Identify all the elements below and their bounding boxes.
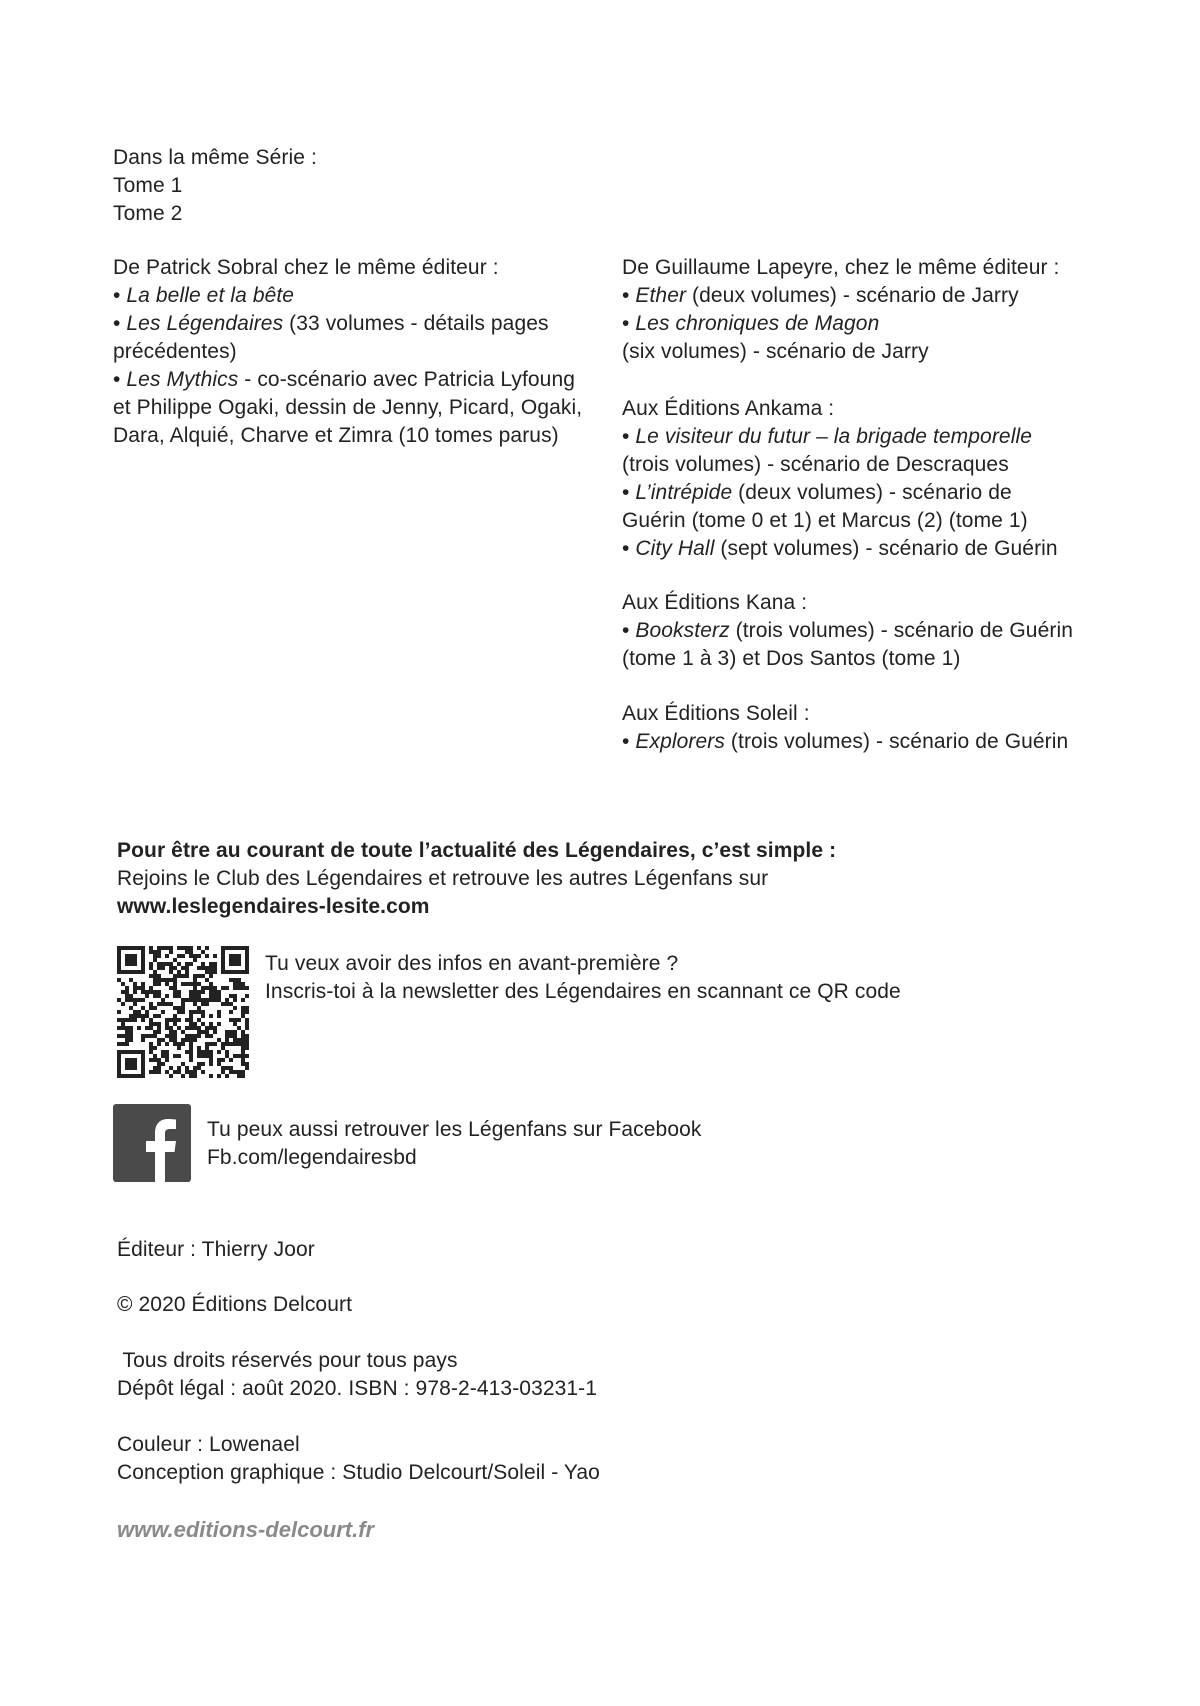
- kana-item-1-detail: (trois volumes) - scénario de Guérin: [729, 619, 1073, 642]
- series-item-tome-1: Tome 1: [113, 174, 183, 197]
- sobral-item-3-detail: - co-scénario avec Patricia Lyfoung et Philippe Ogaki, dessin de Jenny, Picard, Ogaki, Dara, Alquié, Charve et Zimra (10 tomes parus): [113, 368, 583, 447]
- kana-item-1-detail-2: (tome 1 à 3) et Dos Santos (tome 1): [622, 647, 961, 670]
- qr-caption: [265, 950, 901, 1006]
- lapeyre-item-1-title: Ether: [635, 284, 687, 307]
- sobral-item-2-detail: (33 volumes - détails pages précédentes): [113, 312, 549, 363]
- facebook-link[interactable]: Fb.com/legendairesbd: [207, 1146, 417, 1169]
- ankama-item-1-title: Le visiteur du futur – la brigade temporelle: [635, 425, 1033, 448]
- facebook-caption: [207, 1116, 702, 1172]
- editor-credit: Éditeur : Thierry Joor: [117, 1238, 315, 1261]
- ankama-item-2-detail-2: Guérin (tome 0 et 1) et Marcus (2) (tome 1): [622, 509, 1028, 532]
- ankama-bibliography: [622, 395, 1058, 563]
- legal-deposit-line: Dépôt légal : août 2020. ISBN : 978-2-413-03231-1: [117, 1377, 598, 1400]
- soleil-heading: Aux Éditions Soleil :: [622, 702, 810, 725]
- design-credit: Conception graphique : Studio Delcourt/Soleil - Yao: [117, 1461, 600, 1484]
- sobral-item-3: • Les Mythics - co-scénario avec Patricia Lyfoung et Philippe Ogaki, dessin de Jenny, Picard, Ogaki, Dara, Alquié, Charve et Zimra (10 tomes parus): [113, 368, 583, 447]
- ankama-heading: Aux Éditions Ankama :: [622, 397, 835, 420]
- soleil-item-1-detail: (trois volumes) - scénario de Guérin: [725, 730, 1069, 753]
- kana-item-1-title: Booksterz: [635, 619, 730, 642]
- lapeyre-item-1-detail: (deux volumes) - scénario de Jarry: [686, 284, 1019, 307]
- lapeyre-item-2: • Les chroniques de Magon: [622, 312, 880, 335]
- qr-caption-line-2: Inscris-toi à la newsletter des Légendaires en scannant ce QR code: [265, 980, 901, 1003]
- production-credits: [117, 1431, 600, 1487]
- club-website-link[interactable]: www.leslegendaires-lesite.com: [117, 895, 430, 918]
- lapeyre-item-2-detail: (six volumes) - scénario de Jarry: [622, 340, 929, 363]
- ankama-item-3-detail: (sept volumes) - scénario de Guérin: [714, 537, 1058, 560]
- rights-notice: [117, 1347, 597, 1403]
- series-list: [113, 144, 317, 228]
- qr-caption-line-1: Tu veux avoir des infos en avant-première ?: [265, 952, 679, 975]
- club-headline: Pour être au courant de toute l’actualité des Légendaires, c’est simple :: [117, 839, 837, 862]
- facebook-caption-line-1: Tu peux aussi retrouver les Légenfans sur Facebook: [207, 1118, 702, 1141]
- lapeyre-bibliography: [622, 254, 1059, 366]
- kana-heading: Aux Éditions Kana :: [622, 591, 808, 614]
- kana-bibliography: [622, 589, 1073, 673]
- ankama-item-3: • City Hall (sept volumes) - scénario de Guérin: [622, 537, 1058, 560]
- ankama-item-3-title: City Hall: [635, 537, 715, 560]
- rights-line: Tous droits réservés pour tous pays: [117, 1349, 458, 1372]
- soleil-bibliography: [622, 700, 1068, 756]
- club-info: [117, 837, 836, 921]
- sobral-heading: De Patrick Sobral chez le même éditeur :: [113, 256, 499, 279]
- kana-item-1: • Booksterz (trois volumes) - scénario de Guérin: [622, 619, 1073, 642]
- ankama-item-2: • L’intrépide (deux volumes) - scénario de: [622, 481, 1012, 504]
- qr-code-icon: [117, 946, 249, 1078]
- ankama-item-1-detail: (trois volumes) - scénario de Descraques: [622, 453, 1009, 476]
- sobral-item-3-title: Les Mythics: [126, 368, 239, 391]
- color-credit: Couleur : Lowenael: [117, 1433, 300, 1456]
- series-heading: Dans la même Série :: [113, 146, 317, 169]
- ankama-item-2-title: L’intrépide: [635, 481, 733, 504]
- sobral-item-2-title: Les Légendaires: [126, 312, 284, 335]
- publisher-website-link[interactable]: www.editions-delcourt.fr: [117, 1517, 375, 1542]
- series-item-tome-2: Tome 2: [113, 202, 183, 225]
- lapeyre-heading: De Guillaume Lapeyre, chez le même éditeur :: [622, 256, 1060, 279]
- ankama-item-2-detail: (deux volumes) - scénario de: [732, 481, 1012, 504]
- sobral-item-2: • Les Légendaires (33 volumes - détails pages précédentes): [113, 312, 549, 363]
- lapeyre-item-1: • Ether (deux volumes) - scénario de Jarry: [622, 284, 1019, 307]
- ankama-item-1: • Le visiteur du futur – la brigade temporelle: [622, 425, 1033, 448]
- soleil-item-1-title: Explorers: [635, 730, 725, 753]
- lapeyre-item-2-title: Les chroniques de Magon: [635, 312, 880, 335]
- facebook-icon[interactable]: [113, 1104, 191, 1182]
- sobral-item-1: • La belle et la bête: [113, 284, 295, 307]
- sobral-bibliography: [113, 254, 583, 450]
- club-text: Rejoins le Club des Légendaires et retrouve les autres Légenfans sur: [117, 867, 769, 890]
- soleil-item-1: • Explorers (trois volumes) - scénario de Guérin: [622, 730, 1069, 753]
- sobral-item-1-title: La belle et la bête: [126, 284, 295, 307]
- copyright-notice: © 2020 Éditions Delcourt: [117, 1293, 352, 1316]
